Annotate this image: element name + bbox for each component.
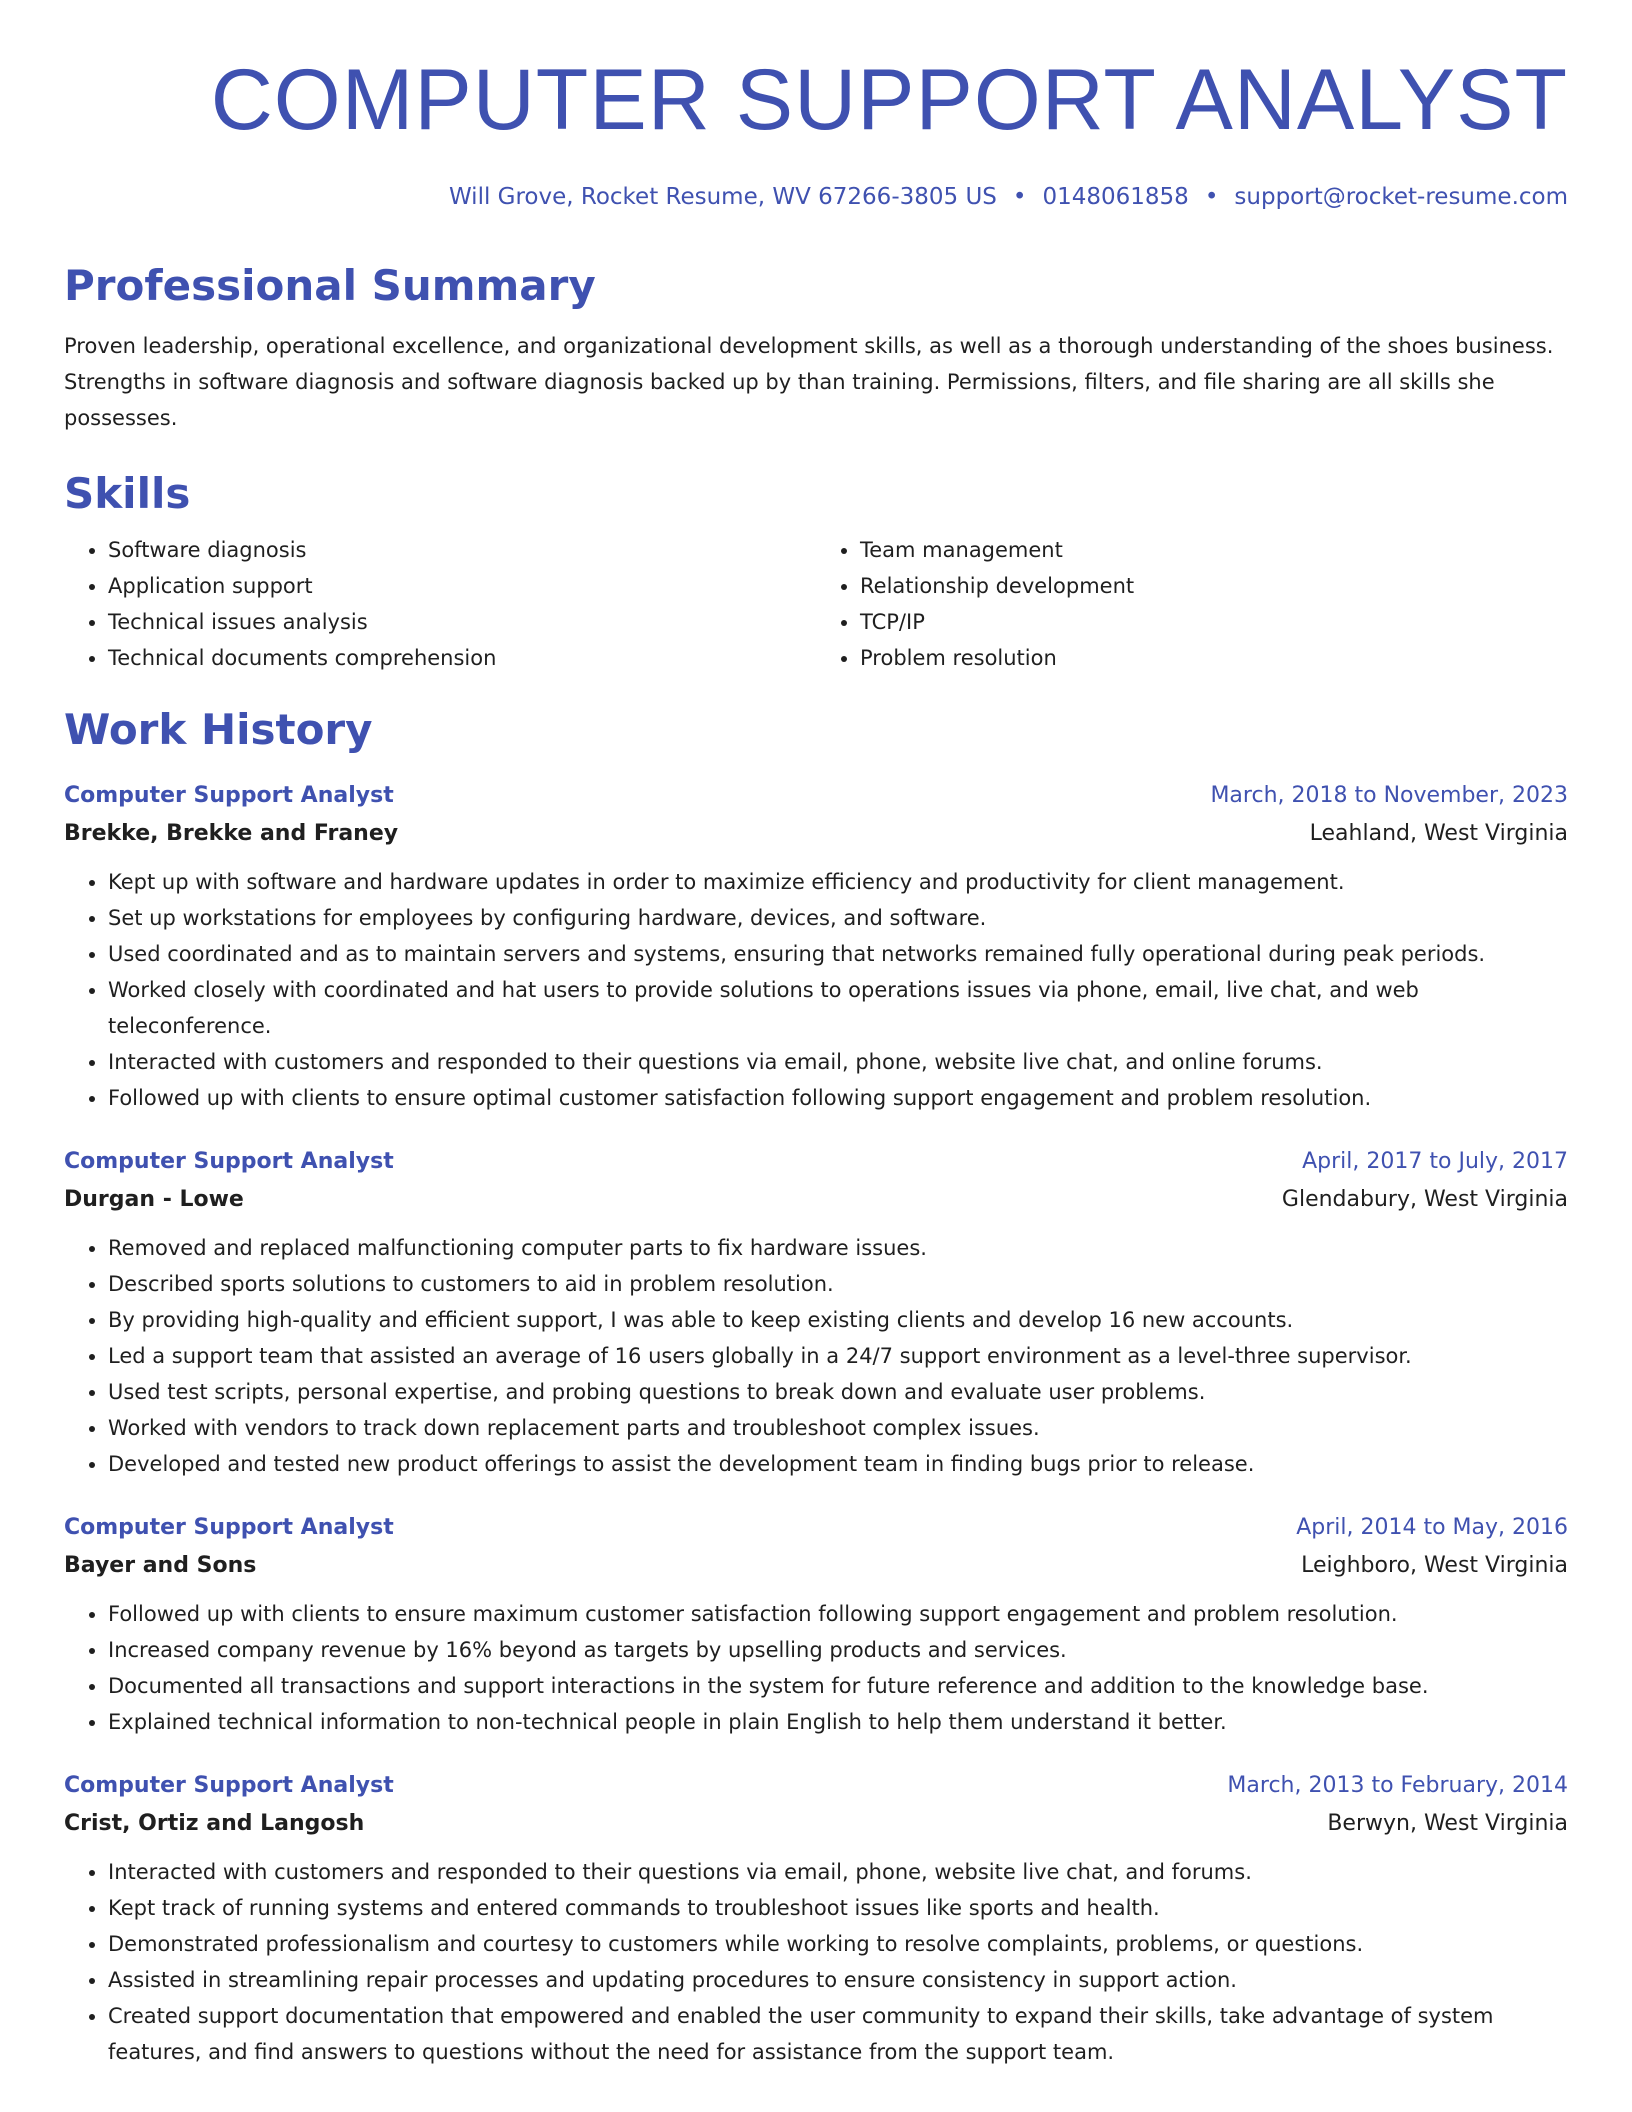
skill-item: • Technical documents comprehension xyxy=(108,640,816,676)
job-header xyxy=(64,778,1568,814)
job-dates: April, 2014 to May, 2016 xyxy=(1296,1515,1568,1540)
job-bullet: • Kept track of running systems and entered commands to troubleshoot issues like sports and health. xyxy=(108,1890,1568,1926)
job-employer-row xyxy=(64,1180,1568,1220)
job-title: Computer Support Analyst xyxy=(64,1149,394,1174)
job-dates: April, 2017 to July, 2017 xyxy=(1302,1149,1568,1174)
skill-item: • Technical issues analysis xyxy=(108,604,816,640)
skill-item: • TCP/IP xyxy=(860,604,1568,640)
skills-column-left xyxy=(64,532,816,676)
job-bullets xyxy=(64,864,1568,1116)
job-bullet: • Led a support team that assisted an average of 16 users globally in a 24/7 support environment as a level-three supervisor. xyxy=(108,1338,1568,1374)
job-bullet: • Used coordinated and as to maintain servers and systems, ensuring that networks remained fully operational during peak periods. xyxy=(108,936,1568,972)
resume-page xyxy=(64,0,1568,2070)
skill-item: • Relationship development xyxy=(860,568,1568,604)
job-entry xyxy=(64,1768,1568,2070)
job-bullet: • Worked closely with coordinated and hat users to provide solutions to operations issues via phone, email, live chat, and web teleconference. xyxy=(108,972,1568,1044)
job-dates: March, 2013 to February, 2014 xyxy=(1227,1773,1568,1798)
job-location: Glendabury, West Virginia xyxy=(1281,1187,1568,1212)
job-header xyxy=(64,1768,1568,1804)
job-entry xyxy=(64,778,1568,1116)
skill-item: • Software diagnosis xyxy=(108,532,816,568)
contact-phone: 0148061858 xyxy=(1042,184,1189,210)
job-entry xyxy=(64,1510,1568,1740)
work-history-heading: Work History xyxy=(64,705,373,754)
job-dates: March, 2018 to November, 2023 xyxy=(1210,783,1568,808)
contact-separator: • xyxy=(1012,184,1027,210)
job-company: Crist, Ortiz and Langosh xyxy=(64,1811,365,1836)
job-bullet: • By providing high-quality and efficient support, I was able to keep existing clients and develop 16 new accounts. xyxy=(108,1302,1568,1338)
job-bullet: • Worked with vendors to track down replacement parts and troubleshoot complex issues. xyxy=(108,1410,1568,1446)
job-entry xyxy=(64,1144,1568,1482)
job-bullet: • Used test scripts, personal expertise, and probing questions to break down and evaluate user problems. xyxy=(108,1374,1568,1410)
contact-email: support@rocket-resume.com xyxy=(1234,184,1568,210)
contact-address: Will Grove, Rocket Resume, WV 67266-3805 US xyxy=(448,184,997,210)
job-header xyxy=(64,1144,1568,1180)
job-location: Berwyn, West Virginia xyxy=(1327,1811,1568,1836)
job-bullet: • Explained technical information to non-technical people in plain English to help them understand it better. xyxy=(108,1704,1568,1740)
summary-heading: Professional Summary xyxy=(64,261,596,310)
resume-title: COMPUTER SUPPORT ANALYST xyxy=(210,52,1568,148)
skills-column-right xyxy=(816,532,1568,676)
skill-item: • Problem resolution xyxy=(860,640,1568,676)
job-title: Computer Support Analyst xyxy=(64,1773,394,1798)
job-bullet: • Created support documentation that empowered and enabled the user community to expand their skills, take advantage of system features, and find answers to questions without the need for assistance from the support team. xyxy=(108,1998,1568,2070)
job-employer-row xyxy=(64,814,1568,854)
job-bullet: • Set up workstations for employees by configuring hardware, devices, and software. xyxy=(108,900,1568,936)
skills-list xyxy=(64,532,1568,676)
job-bullet: • Developed and tested new product offerings to assist the development team in finding bugs prior to release. xyxy=(108,1446,1568,1482)
job-bullet: • Documented all transactions and support interactions in the system for future reference and addition to the knowledge base. xyxy=(108,1668,1568,1704)
job-company: Bayer and Sons xyxy=(64,1553,257,1578)
job-location: Leahland, West Virginia xyxy=(1309,821,1568,846)
skills-heading: Skills xyxy=(64,469,191,518)
job-location: Leighboro, West Virginia xyxy=(1301,1553,1568,1578)
job-bullet: • Interacted with customers and responded to their questions via email, phone, website live chat, and online forums. xyxy=(108,1044,1568,1080)
job-bullet: • Demonstrated professionalism and courtesy to customers while working to resolve complaints, problems, or questions. xyxy=(108,1926,1568,1962)
job-title: Computer Support Analyst xyxy=(64,1515,394,1540)
job-bullet: • Followed up with clients to ensure optimal customer satisfaction following support engagement and problem resolution. xyxy=(108,1080,1568,1116)
job-title: Computer Support Analyst xyxy=(64,783,394,808)
job-bullet: • Removed and replaced malfunctioning computer parts to fix hardware issues. xyxy=(108,1230,1568,1266)
skill-item: • Application support xyxy=(108,568,816,604)
summary-text: Proven leadership, operational excellence, and organizational development skills, as well as a thorough understanding of the shoes business. Strengths in software diagnosis and software diagnosis backed up by than training. Permissions, filters, and file sharing are all skills she possesses. xyxy=(64,334,1554,430)
job-bullets xyxy=(64,1230,1568,1482)
job-company: Durgan - Lowe xyxy=(64,1187,244,1212)
job-bullet: • Assisted in streamlining repair processes and updating procedures to ensure consistency in support action. xyxy=(108,1962,1568,1998)
job-employer-row xyxy=(64,1546,1568,1586)
job-employer-row xyxy=(64,1804,1568,1844)
job-bullet: • Kept up with software and hardware updates in order to maximize efficiency and productivity for client management. xyxy=(108,864,1568,900)
job-bullets xyxy=(64,1854,1568,2070)
job-header xyxy=(64,1510,1568,1546)
contact-separator: • xyxy=(1204,184,1219,210)
skill-item: • Team management xyxy=(860,532,1568,568)
job-bullet: • Interacted with customers and responded to their questions via email, phone, website live chat, and forums. xyxy=(108,1854,1568,1890)
contact-line xyxy=(64,182,1568,212)
job-company: Brekke, Brekke and Franey xyxy=(64,821,399,846)
job-bullet: • Increased company revenue by 16% beyond as targets by upselling products and services. xyxy=(108,1632,1568,1668)
job-bullet: • Described sports solutions to customers to aid in problem resolution. xyxy=(108,1266,1568,1302)
job-bullet: • Followed up with clients to ensure maximum customer satisfaction following support engagement and problem resolution. xyxy=(108,1596,1568,1632)
job-bullets xyxy=(64,1596,1568,1740)
